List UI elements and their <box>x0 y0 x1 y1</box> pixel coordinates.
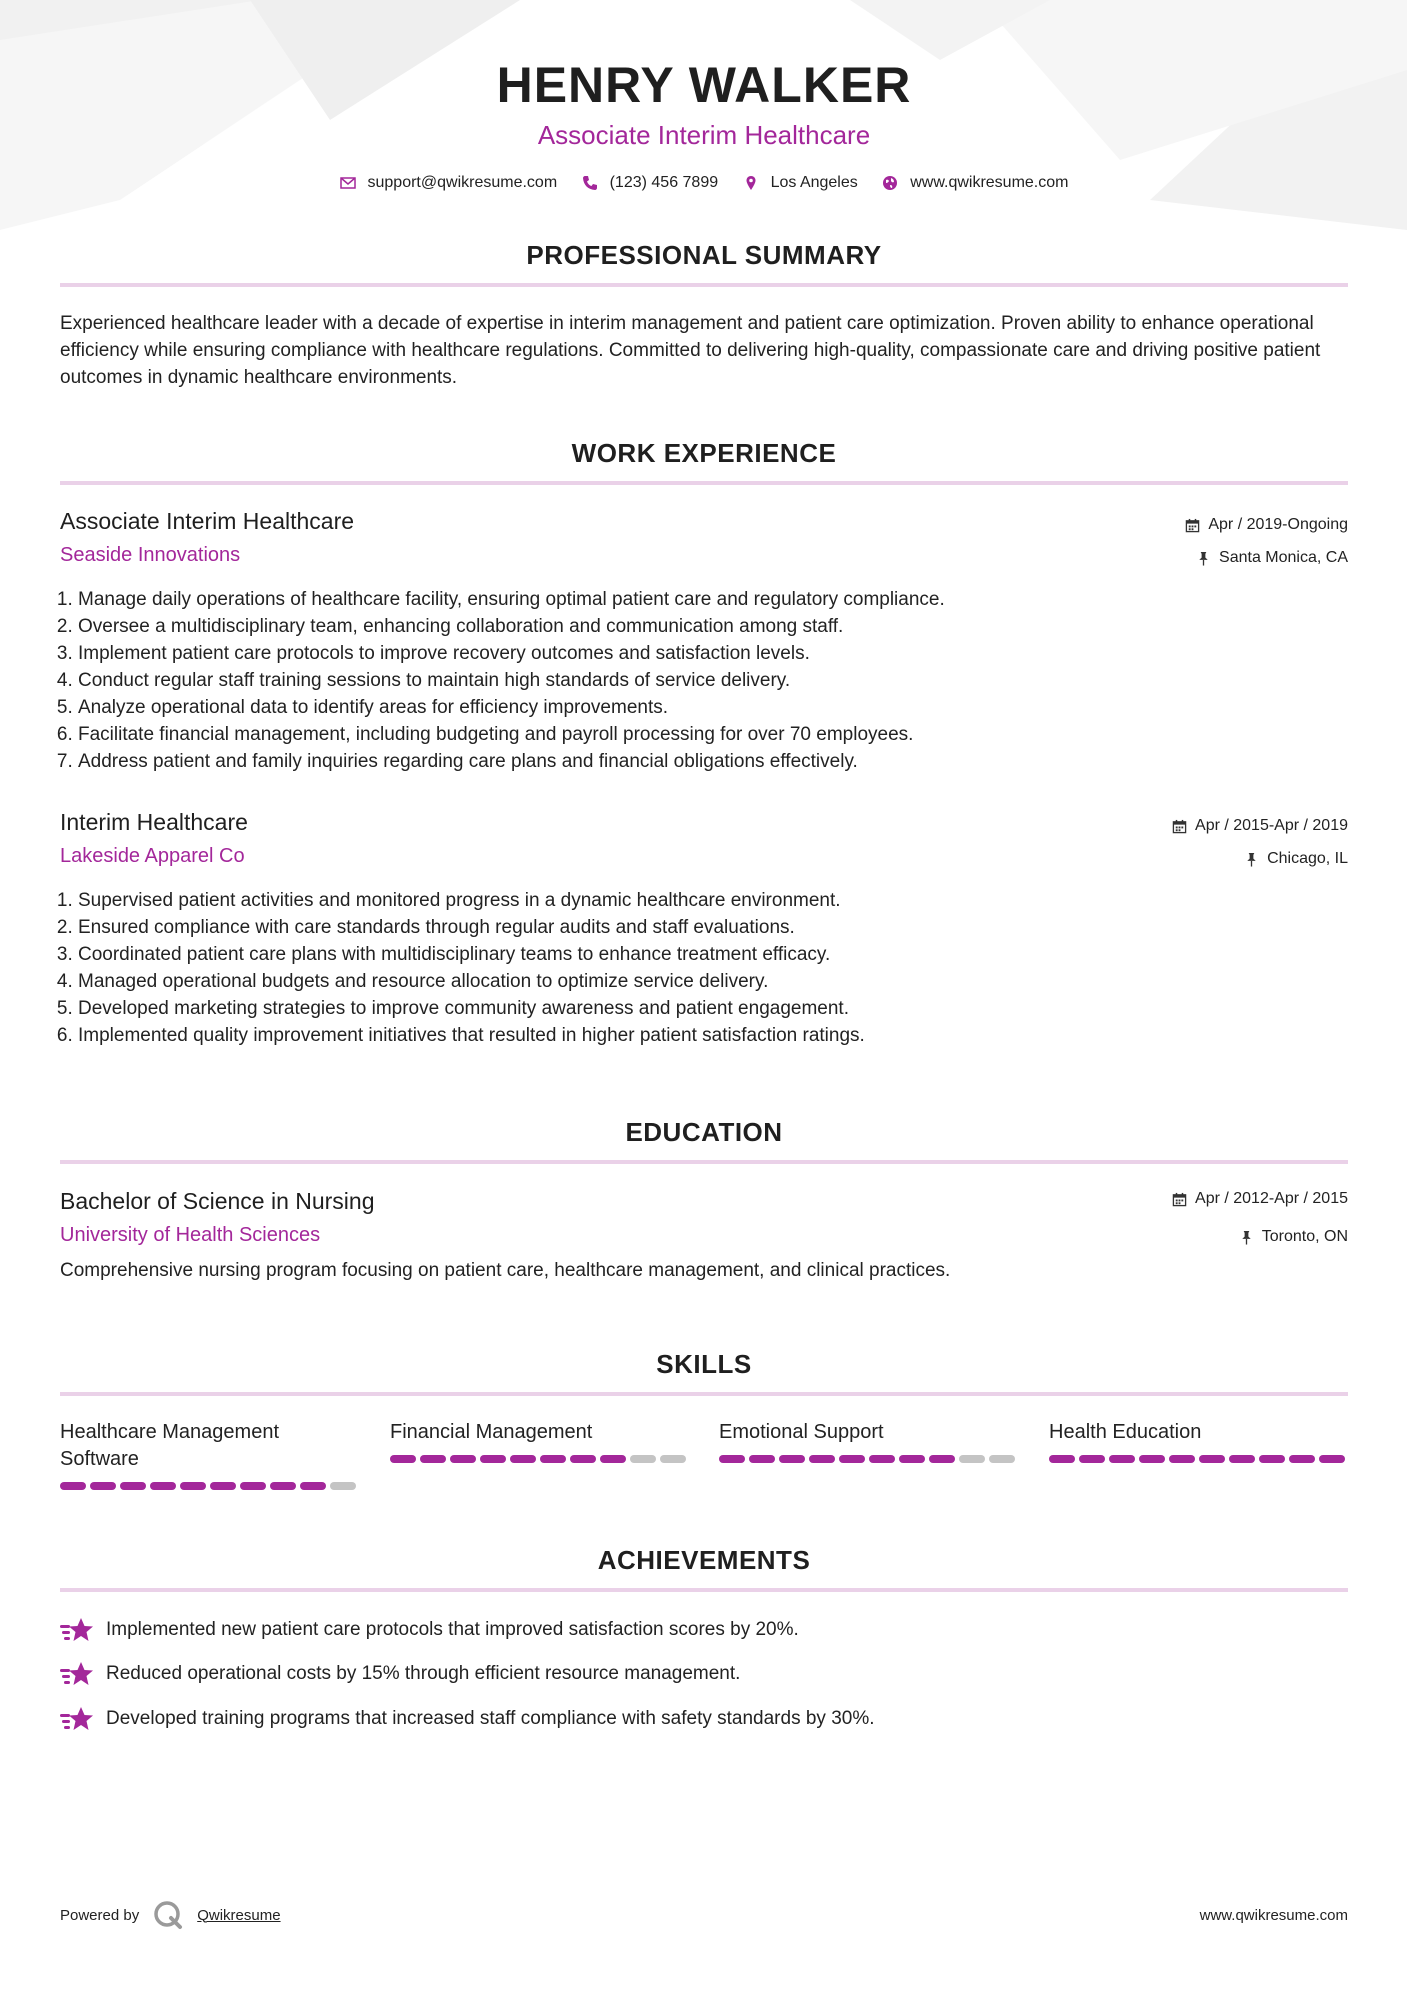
contact-location <box>743 174 858 192</box>
skill-dot-filled <box>180 1482 206 1490</box>
skill-name: Health Education <box>1049 1421 1202 1443</box>
achievement-text: Implemented new patient care protocols that improved satisfaction scores by 20%. <box>106 1619 799 1640</box>
education-location-text: Toronto, ON <box>1261 1228 1348 1245</box>
skill-dot-filled <box>1259 1455 1285 1463</box>
list-item: 3. Coordinated patient care plans with multidisciplinary teams to enhance treatment efficacy. <box>78 941 865 968</box>
skill-dot-empty <box>989 1455 1015 1463</box>
list-item: 1. Supervised patient activities and monitored progress in a dynamic healthcare environment. <box>78 887 865 914</box>
skill-dot-filled <box>120 1482 146 1490</box>
qwikresume-logo-icon <box>153 1900 183 1930</box>
list-item: 6. Implemented quality improvement initiatives that resulted in higher patient satisfaction ratings. <box>78 1022 865 1049</box>
pushpin-icon <box>1196 551 1211 566</box>
job-entry <box>60 809 1348 1059</box>
skill-item <box>1049 1419 1349 1446</box>
skill-dot-filled <box>1319 1455 1345 1463</box>
calendar-icon <box>1185 518 1200 533</box>
achievement-item <box>60 1660 740 1688</box>
skill-item <box>719 1419 1019 1446</box>
education-divider <box>60 1160 1348 1164</box>
list-item: 5. Developed marketing strategies to improve community awareness and patient engagement. <box>78 995 865 1022</box>
job-role: Associate Interim Healthcare <box>60 508 355 534</box>
skill-dot-filled <box>839 1455 865 1463</box>
list-item: 4. Managed operational budgets and resource allocation to optimize service delivery. <box>78 968 865 995</box>
skill-dot-filled <box>570 1455 596 1463</box>
skill-dot-filled <box>1229 1455 1255 1463</box>
job-location-text: Chicago, IL <box>1267 850 1348 867</box>
pushpin-icon <box>1239 1230 1254 1245</box>
school-name: University of Health Sciences <box>60 1224 321 1246</box>
skill-dot-filled <box>150 1482 176 1490</box>
candidate-name: HENRY WALKER <box>496 57 912 113</box>
skill-dot-filled <box>90 1482 116 1490</box>
skill-dot-empty <box>959 1455 985 1463</box>
skills-heading: SKILLS <box>656 1349 752 1379</box>
powered-by-label: Powered by <box>60 1906 140 1924</box>
achievements-heading: ACHIEVEMENTS <box>597 1545 811 1575</box>
skill-dot-empty <box>330 1482 356 1490</box>
education-dates-text: Apr / 2012-Apr / 2015 <box>1195 1190 1348 1207</box>
education-entry <box>60 1188 1348 1298</box>
skill-level-bar <box>719 1455 1019 1463</box>
list-item: 3. Implement patient care protocols to improve recovery outcomes and satisfaction levels. <box>78 640 945 667</box>
list-item: 4. Conduct regular staff training sessions to maintain high standards of service delivery. <box>78 667 945 694</box>
summary-divider <box>60 283 1348 287</box>
job-location-text: Santa Monica, CA <box>1219 549 1348 566</box>
skill-dot-filled <box>1109 1455 1135 1463</box>
education-description: Comprehensive nursing program focusing on patient care, healthcare management, and clinical practices. <box>60 1260 951 1281</box>
skill-dot-filled <box>719 1455 745 1463</box>
skill-dot-filled <box>450 1455 476 1463</box>
job-bullets <box>60 586 945 775</box>
job-location <box>1196 549 1348 567</box>
phone-text: (123) 456 7899 <box>609 174 719 191</box>
skill-dot-filled <box>1169 1455 1195 1463</box>
education-dates <box>1172 1190 1348 1208</box>
list-item: 2. Ensured compliance with care standards through regular audits and staff evaluations. <box>78 914 865 941</box>
location-text: Los Angeles <box>770 174 858 191</box>
skill-dot-filled <box>1199 1455 1225 1463</box>
skill-dot-filled <box>869 1455 895 1463</box>
list-item: 2. Oversee a multidisciplinary team, enhancing collaboration and communication among staff. <box>78 613 945 640</box>
phone-icon <box>582 175 598 191</box>
experience-divider <box>60 481 1348 485</box>
skill-name: Emotional Support <box>719 1421 884 1443</box>
skill-dot-filled <box>779 1455 805 1463</box>
skill-dot-filled <box>899 1455 925 1463</box>
skill-dot-filled <box>540 1455 566 1463</box>
skill-dot-filled <box>1049 1455 1075 1463</box>
job-dates-text: Apr / 2015-Apr / 2019 <box>1195 817 1348 834</box>
skill-dot-filled <box>929 1455 955 1463</box>
skill-level-bar <box>60 1482 360 1490</box>
contact-website[interactable] <box>882 174 1068 192</box>
globe-icon <box>882 175 898 191</box>
skills-divider <box>60 1392 1348 1396</box>
skill-dot-filled <box>390 1455 416 1463</box>
skill-dot-filled <box>1079 1455 1105 1463</box>
skill-dot-empty <box>660 1455 686 1463</box>
skill-dot-filled <box>480 1455 506 1463</box>
summary-text: Experienced healthcare leader with a decade of expertise in interim management and patient care optimization. Proven ability to enhance operational efficiency while ensuring compliance with healthcare regulations. Committed to delivering high-quality, compassionate care and driving positive patient outcomes in dynamic healthcare environments. <box>60 313 1321 388</box>
achievements-divider <box>60 1588 1348 1592</box>
shooting-star-icon <box>60 1705 94 1733</box>
job-dates <box>1172 817 1348 835</box>
list-item: 1. Manage daily operations of healthcare facility, ensuring optimal patient care and regulatory compliance. <box>78 586 945 613</box>
skill-dot-filled <box>420 1455 446 1463</box>
skill-dot-filled <box>300 1482 326 1490</box>
map-pin-icon <box>743 175 759 191</box>
skill-item <box>60 1419 360 1473</box>
shooting-star-icon <box>60 1616 94 1644</box>
achievement-item <box>60 1616 799 1644</box>
job-role: Interim Healthcare <box>60 809 248 835</box>
contact-phone[interactable] <box>582 174 719 192</box>
achievement-item <box>60 1705 875 1733</box>
job-company: Seaside Innovations <box>60 544 241 566</box>
list-item: 5. Analyze operational data to identify areas for efficiency improvements. <box>78 694 945 721</box>
skill-dot-filled <box>240 1482 266 1490</box>
job-dates <box>1185 516 1348 534</box>
website-text: www.qwikresume.com <box>910 174 1069 191</box>
skill-item <box>390 1419 690 1446</box>
skill-dot-filled <box>600 1455 626 1463</box>
skill-dot-filled <box>270 1482 296 1490</box>
skill-dot-filled <box>60 1482 86 1490</box>
qwikresume-link[interactable]: Qwikresume <box>197 1906 281 1924</box>
achievement-text: Reduced operational costs by 15% through efficient resource management. <box>106 1663 741 1684</box>
skill-level-bar <box>390 1455 690 1463</box>
experience-heading: WORK EXPERIENCE <box>571 438 837 468</box>
candidate-title: Associate Interim Healthcare <box>537 120 871 150</box>
skill-dot-empty <box>630 1455 656 1463</box>
skill-dot-filled <box>1139 1455 1165 1463</box>
summary-heading: PROFESSIONAL SUMMARY <box>526 240 882 270</box>
pushpin-icon <box>1244 852 1259 867</box>
list-item: 7. Address patient and family inquiries regarding care plans and financial obligations effectively. <box>78 748 945 775</box>
skill-dot-filled <box>749 1455 775 1463</box>
list-item: 6. Facilitate financial management, including budgeting and payroll processing for over 70 employees. <box>78 721 945 748</box>
skill-dot-filled <box>1289 1455 1315 1463</box>
degree-title: Bachelor of Science in Nursing <box>60 1188 375 1214</box>
calendar-icon <box>1172 1192 1187 1207</box>
skill-dot-filled <box>510 1455 536 1463</box>
job-dates-text: Apr / 2019-Ongoing <box>1208 516 1348 533</box>
contact-bar <box>60 174 1348 196</box>
skill-dot-filled <box>210 1482 236 1490</box>
envelope-icon <box>340 175 356 191</box>
skill-name: Financial Management <box>390 1421 593 1443</box>
footer-website-link[interactable]: www.qwikresume.com <box>1199 1907 1348 1924</box>
contact-email[interactable] <box>340 174 558 192</box>
shooting-star-icon <box>60 1660 94 1688</box>
email-text: support@qwikresume.com <box>367 174 558 191</box>
job-location <box>1244 850 1348 868</box>
achievement-text: Developed training programs that increased staff compliance with safety standards by 30%. <box>106 1708 875 1729</box>
education-heading: EDUCATION <box>625 1117 783 1147</box>
job-entry <box>60 508 1348 778</box>
skill-name: Healthcare Management Software <box>60 1421 280 1470</box>
footer-powered-by <box>60 1900 281 1930</box>
job-bullets <box>60 887 865 1049</box>
skill-level-bar <box>1049 1455 1349 1463</box>
job-company: Lakeside Apparel Co <box>60 845 245 867</box>
skill-dot-filled <box>809 1455 835 1463</box>
calendar-icon <box>1172 819 1187 834</box>
education-location <box>1239 1228 1348 1246</box>
